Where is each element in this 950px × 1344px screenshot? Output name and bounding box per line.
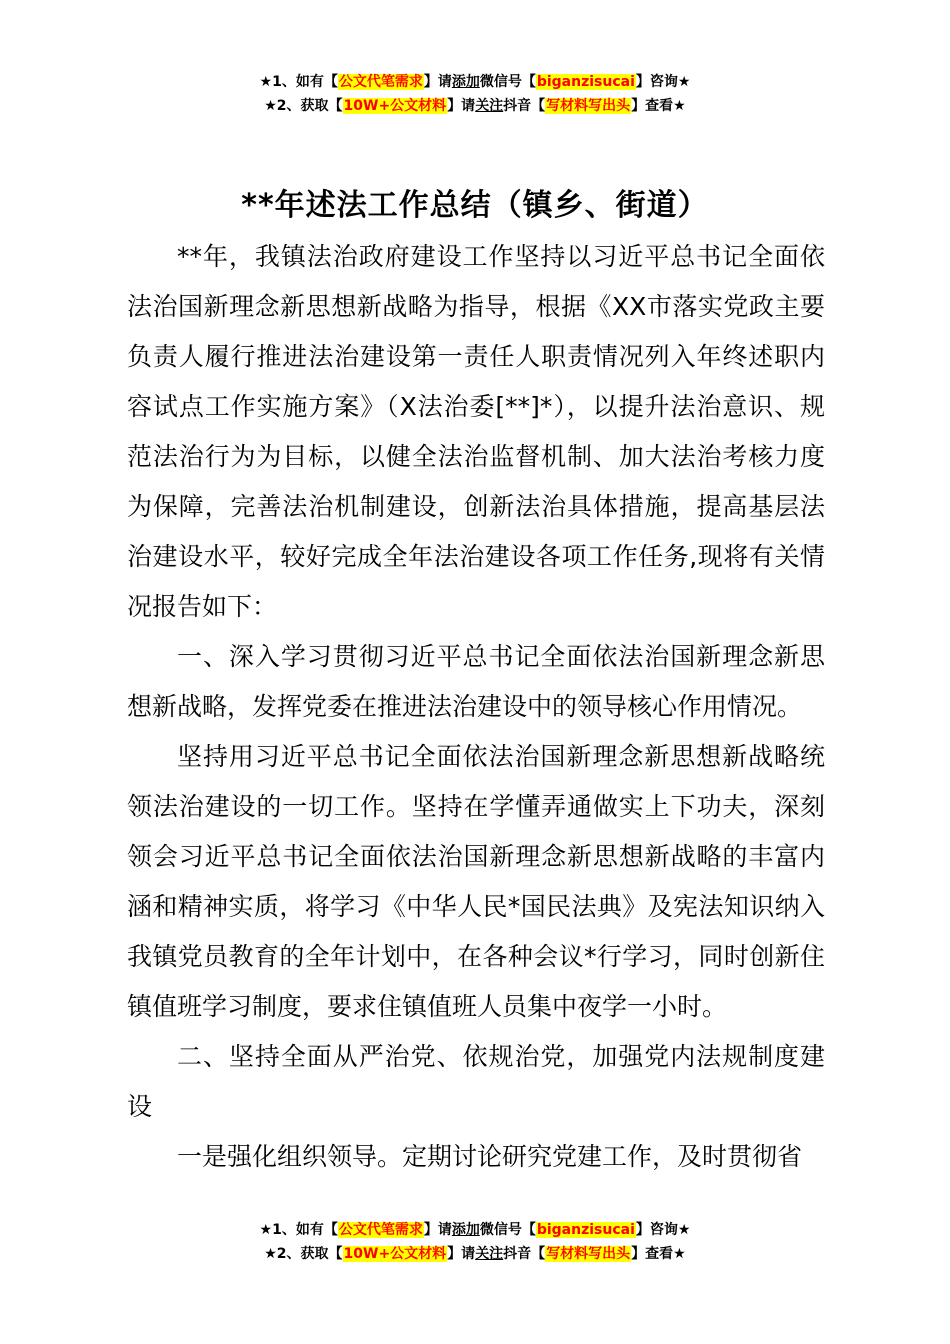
- footer-line-1-highlight-service: 公文代笔需求: [338, 1222, 423, 1238]
- intro-paragraph: **年，我镇法治政府建设工作坚持以习近平总书记全面依法治国新理念新思想新战略为指导，根据《XX市落实党政主要负责人履行推进法治建设第一责任人职责情况列入年终述职内容试点工作实施方案》（X法治委[**]*），以提升法治意识、规范法治行为为目标，以健全法治监督机制、加大法治考核力度为保障，完善法治机制建设，创新法治具体措施，提高基层法治建设水平，较好完成全年法治建设各项工作任务,现将有关情况报告如下：: [127, 242, 825, 621]
- footer-line-2-highlight-account: 写材料写出头: [546, 1246, 631, 1262]
- footer-line-1-text: 】请: [423, 1222, 452, 1238]
- promo-line-2-highlight-account: 写材料写出头: [546, 98, 631, 114]
- footer-line-2-highlight-materials: 10W+公文材料: [343, 1246, 447, 1262]
- footer-promo-line-1: [0, 1218, 950, 1242]
- footer-line-2-text: 】请: [447, 1246, 476, 1262]
- footer-line-2-text-2: 抖音【: [503, 1246, 546, 1262]
- section-heading-2: 二、坚持全面从严治党、依规治党，加强党内法规制度建设: [127, 1042, 825, 1121]
- promo-line-2-text: 】请: [447, 98, 476, 114]
- footer-line-1-text-2: 微信号【: [479, 1222, 536, 1238]
- promo-line-1-prefix: ★1、如有【: [259, 74, 338, 90]
- promo-line-1-emphasis: 添加: [451, 74, 480, 90]
- body-paragraph-2: 一是强化组织领导。定期讨论研究党建工作，及时贯彻省: [177, 1142, 803, 1171]
- promo-line-2-highlight-materials: 10W+公文材料: [343, 98, 447, 114]
- body-paragraph-1: 坚持用习近平总书记全面依法治国新理念新思想新战略统领法治建设的一切工作。坚持在学懂弄通做实上下功夫，深刻领会习近平总书记全面依法治国新理念新思想新战略的丰富内涵和精神实质，将学习《中华人民*国民法典》及宪法知识纳入我镇党员教育的全年计划中，在各种会议*行学习，同时创新住镇值班学习制度，要求住镇值班人员集中夜学一小时。: [127, 742, 825, 1021]
- promo-line-1-highlight-wechat: biganzisucai: [536, 74, 635, 90]
- promo-line-2-emphasis: 关注: [475, 98, 504, 114]
- promo-line-2-prefix: ★2、获取【: [264, 98, 343, 114]
- promo-line-1-highlight-service: 公文代笔需求: [338, 74, 423, 90]
- footer-line-2-prefix: ★2、获取【: [264, 1246, 343, 1262]
- footer-line-2-suffix: 】查看★: [631, 1246, 686, 1262]
- promo-line-1-suffix: 】咨询★: [635, 74, 691, 90]
- section-heading-1: 一、深入学习贯彻习近平总书记全面依法治国新理念新思想新战略，发挥党委在推进法治建设中的领导核心作用情况。: [127, 642, 825, 721]
- promo-line-2: [0, 94, 950, 118]
- footer-line-2-emphasis: 关注: [475, 1246, 504, 1262]
- promo-line-1-text-2: 微信号【: [479, 74, 536, 90]
- document-body: [127, 232, 825, 1182]
- footer-line-1-highlight-wechat: biganzisucai: [536, 1222, 635, 1238]
- header-promo-banner: [0, 70, 950, 118]
- footer-line-1-suffix: 】咨询★: [635, 1222, 691, 1238]
- footer-promo-line-2: [0, 1242, 950, 1266]
- footer-line-1-emphasis: 添加: [451, 1222, 480, 1238]
- document-title: **年述法工作总结（镇乡、街道）: [241, 188, 709, 223]
- promo-line-2-suffix: 】查看★: [631, 98, 686, 114]
- promo-line-2-text-2: 抖音【: [503, 98, 546, 114]
- promo-line-1-text: 】请: [423, 74, 452, 90]
- promo-line-1: [0, 70, 950, 94]
- footer-promo-banner: [0, 1218, 950, 1266]
- footer-line-1-prefix: ★1、如有【: [259, 1222, 338, 1238]
